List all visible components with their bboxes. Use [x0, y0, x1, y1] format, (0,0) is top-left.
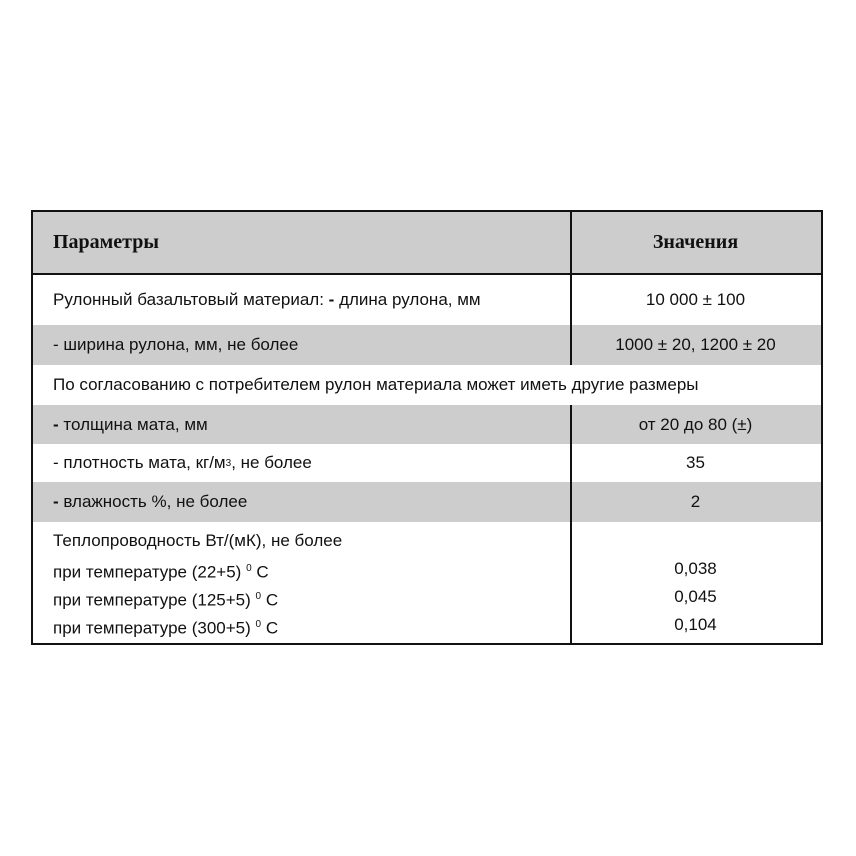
dash: - [53, 453, 59, 472]
dash: - [328, 290, 335, 309]
param-cell [33, 325, 570, 365]
param-suffix: , не более [231, 453, 312, 472]
temp-label: при температуре (22+5) [53, 562, 242, 582]
value-cell: 2 [690, 492, 701, 511]
param-cell [33, 482, 570, 522]
thermal-line [53, 583, 570, 611]
header-values: Значения [652, 231, 739, 253]
temp-label: при температуре (125+5) [53, 590, 251, 610]
param-text: толщина мата, мм [63, 414, 208, 434]
value-cell: от 20 до 80 (±) [638, 414, 753, 434]
thermal-values [570, 527, 821, 639]
value-cell: 0,045 [674, 587, 717, 606]
thermal-conductivity-row [33, 527, 821, 643]
temp-label: при температуре (300+5) [53, 618, 251, 638]
param-text: влажность %, не более [63, 492, 248, 511]
table-row [33, 275, 821, 325]
thermal-line [53, 611, 570, 639]
table-row [33, 482, 821, 522]
superscript: 0 [255, 619, 262, 630]
table-row [33, 325, 821, 365]
value-cell: 1000 ± 20, 1200 ± 20 [615, 335, 776, 354]
value-cell: 10 000 ± 100 [645, 290, 746, 309]
param-text: плотность мата, кг/м [63, 453, 226, 472]
superscript: 3 [225, 457, 232, 469]
superscript: 0 [255, 591, 262, 602]
param-prefix: Рулонный базальтовый материал: [53, 290, 324, 309]
note-row [33, 365, 821, 405]
param-text: длина рулона, мм [339, 290, 481, 309]
header-parameters: Параметры [53, 231, 159, 253]
table-header-row [33, 212, 821, 273]
spec-table [31, 210, 823, 645]
temp-unit: С [256, 562, 269, 582]
param-cell [33, 405, 570, 444]
note-text: По согласованию с потребителем рулон материала может иметь другие размеры [53, 375, 699, 394]
temp-unit: С [265, 618, 279, 638]
column-divider [570, 405, 572, 643]
value-cell: 0,104 [674, 615, 717, 634]
thermal-title: Теплопроводность Вт/(мК), не более [53, 531, 343, 550]
table-row [33, 444, 821, 482]
superscript: 0 [246, 563, 252, 574]
dash: - [53, 492, 59, 511]
value-cell: 0,038 [674, 559, 717, 578]
param-cell [33, 444, 570, 482]
value-cell: 35 [686, 453, 705, 472]
dash: - [53, 335, 59, 354]
dash: - [53, 414, 59, 434]
thermal-line [53, 555, 570, 583]
param-cell [33, 275, 570, 325]
param-text: ширина рулона, мм, не более [63, 335, 299, 354]
column-divider [570, 212, 572, 365]
table-row [33, 405, 821, 444]
thermal-labels [33, 527, 570, 639]
temp-unit: С [265, 590, 279, 610]
